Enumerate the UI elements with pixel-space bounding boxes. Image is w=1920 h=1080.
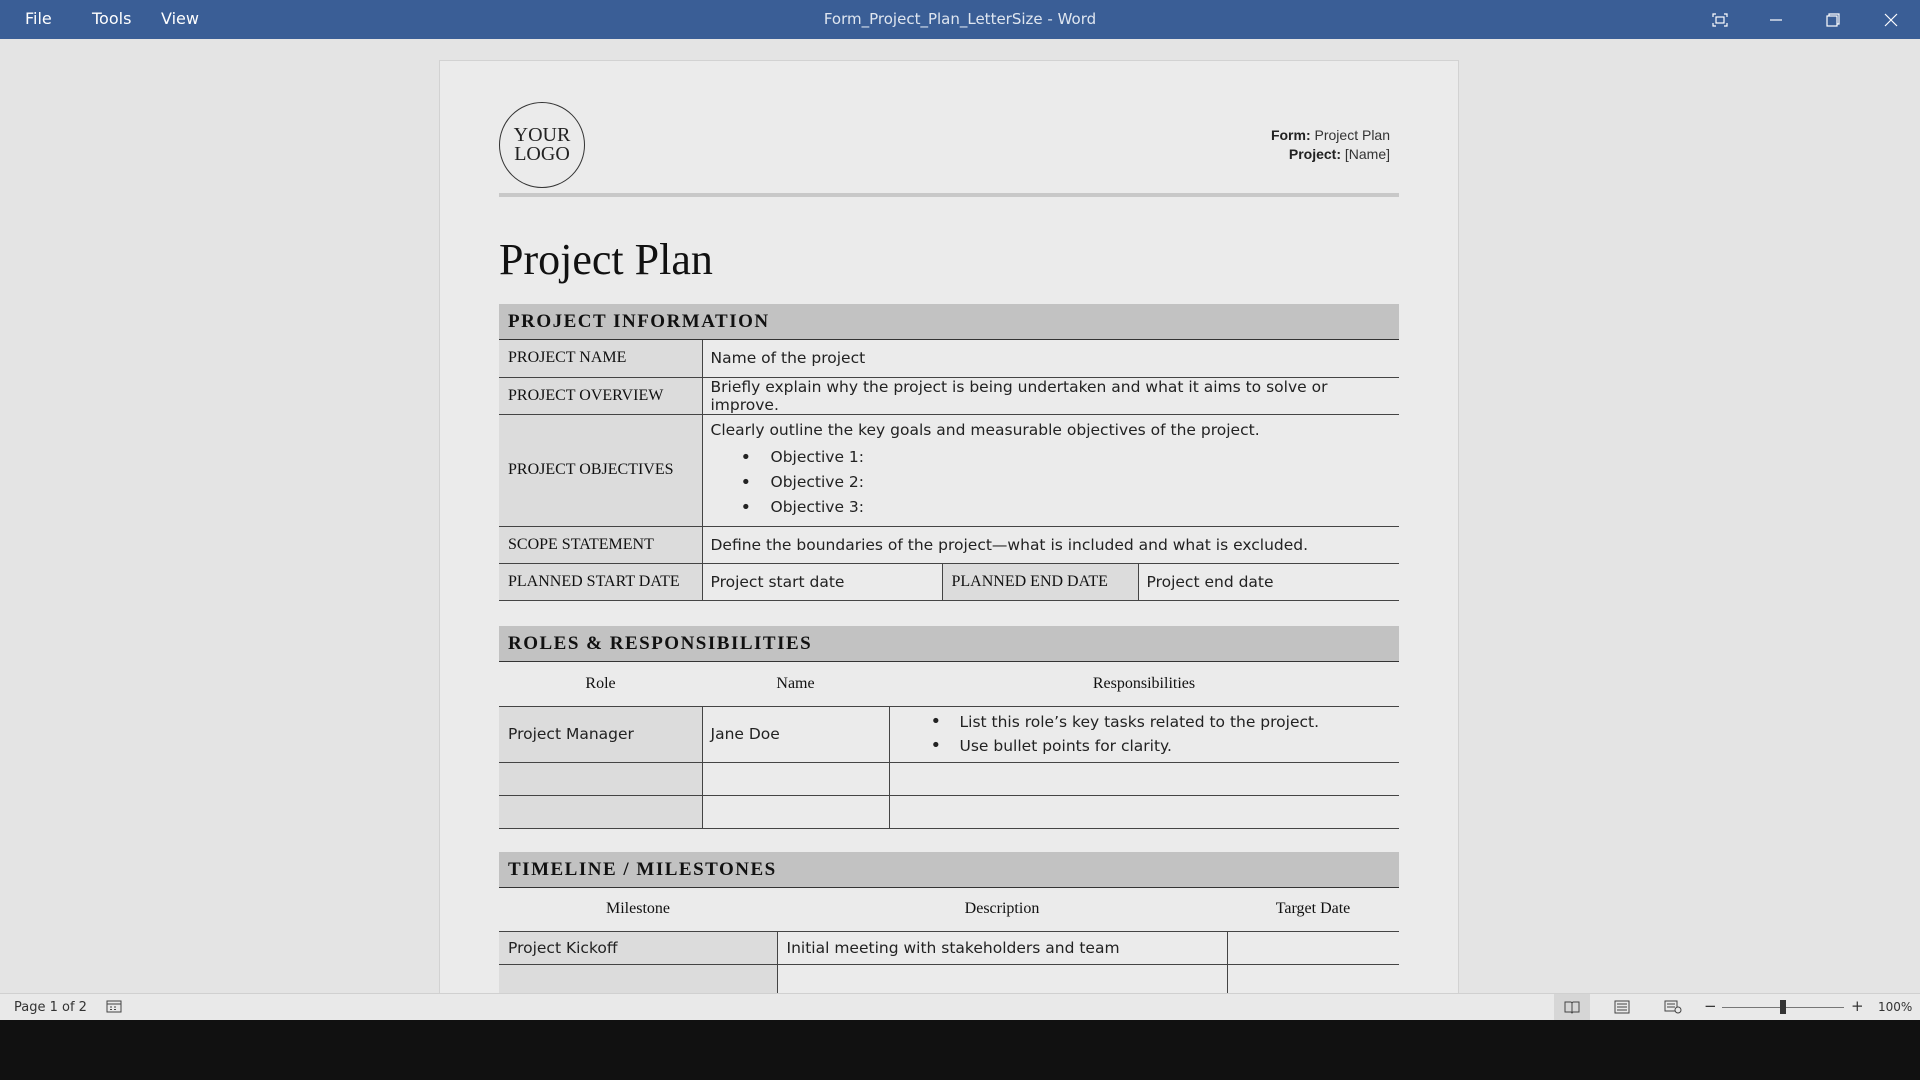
list-item: • Objective 3:	[771, 495, 1392, 520]
project-name-value[interactable]: Name of the project	[702, 340, 1399, 377]
table-row	[499, 762, 1399, 795]
zoom-in-button[interactable]: +	[1851, 997, 1864, 1015]
section-heading-project-information: PROJECT INFORMATION	[499, 304, 1399, 340]
table-header-row	[499, 662, 1399, 706]
name-cell[interactable]	[702, 762, 889, 795]
responsibilities-cell[interactable]	[889, 762, 1399, 795]
read-mode-icon	[1564, 1000, 1581, 1014]
logo-text-line1: YOUR	[513, 124, 571, 146]
target-date-cell[interactable]	[1227, 964, 1399, 993]
proofing-icon	[106, 999, 122, 1014]
table-row	[499, 526, 1399, 563]
table-row	[499, 795, 1399, 828]
name-cell[interactable]	[702, 795, 889, 828]
project-objectives-value[interactable]	[702, 414, 1399, 526]
logo-placeholder	[499, 102, 585, 188]
roles-table	[499, 662, 1399, 829]
page-count[interactable]: Page 1 of 2	[14, 1000, 87, 1015]
milestones-table	[499, 888, 1399, 993]
header-divider	[499, 193, 1399, 197]
restore-icon	[1826, 13, 1840, 27]
description-cell[interactable]: Initial meeting with stakeholders and team	[777, 931, 1227, 964]
zoom-out-button[interactable]: −	[1704, 997, 1717, 1015]
print-layout-button[interactable]	[1614, 1000, 1630, 1018]
planned-start-date-value[interactable]: Project start date	[702, 563, 942, 600]
name-cell[interactable]: Jane Doe	[702, 706, 889, 762]
role-cell[interactable]: Project Manager	[499, 706, 702, 762]
objectives-list	[711, 445, 1392, 520]
logo-text-line2: LOGO	[514, 143, 570, 165]
responsibilities-list	[890, 710, 1400, 758]
column-header-target-date: Target Date	[1227, 888, 1399, 931]
form-label: Form:	[1270, 127, 1311, 143]
proofing-status[interactable]	[106, 999, 122, 1018]
restore-button[interactable]	[1808, 0, 1858, 39]
web-layout-button[interactable]	[1664, 1000, 1682, 1018]
close-button[interactable]	[1866, 0, 1916, 39]
list-item: • Objective 2:	[771, 470, 1392, 495]
column-header-name: Name	[702, 662, 889, 706]
table-row	[499, 964, 1399, 993]
minimize-button[interactable]	[1751, 0, 1801, 39]
role-cell[interactable]	[499, 795, 702, 828]
planned-start-date-label: PLANNED START DATE	[499, 563, 702, 600]
list-item: • Objective 1:	[771, 445, 1392, 470]
project-information-table	[499, 340, 1399, 601]
title-bar	[0, 0, 1920, 39]
table-row	[499, 377, 1399, 414]
project-objectives-label: PROJECT OBJECTIVES	[499, 414, 702, 526]
section-heading-timeline: TIMELINE / MILESTONES	[499, 852, 1399, 888]
document-title: Project Plan	[499, 235, 713, 284]
taskbar-area	[0, 1020, 1920, 1080]
document-workspace[interactable]	[0, 39, 1920, 993]
form-header-info	[1271, 126, 1390, 164]
column-header-role: Role	[499, 662, 702, 706]
project-label: Project:	[1288, 146, 1341, 162]
milestone-cell[interactable]: Project Kickoff	[499, 931, 777, 964]
planned-end-date-label: PLANNED END DATE	[942, 563, 1138, 600]
project-value: [Name]	[1344, 146, 1390, 162]
objectives-intro: Clearly outline the key goals and measurable objectives of the project.	[710, 420, 1260, 439]
column-header-responsibilities: Responsibilities	[889, 662, 1399, 706]
target-date-cell[interactable]	[1227, 931, 1399, 964]
web-layout-icon	[1664, 1000, 1682, 1014]
read-mode-button[interactable]	[1554, 994, 1590, 1020]
window-title: Form_Project_Plan_LetterSize - Word	[823, 10, 1097, 28]
document-page[interactable]	[439, 60, 1459, 993]
project-overview-label: PROJECT OVERVIEW	[499, 377, 702, 414]
description-cell[interactable]	[777, 964, 1227, 993]
role-cell[interactable]	[499, 762, 702, 795]
list-item: • List this role’s key tasks related to the project.	[960, 710, 1400, 734]
minimize-icon	[1769, 13, 1783, 27]
column-header-milestone: Milestone	[499, 888, 777, 931]
table-row	[499, 414, 1399, 526]
project-name-label: PROJECT NAME	[499, 340, 702, 377]
column-header-description: Description	[777, 888, 1227, 931]
milestone-cell[interactable]	[499, 964, 777, 993]
project-overview-value[interactable]: Briefly explain why the project is being undertaken and what it aims to solve or improve.	[702, 377, 1399, 414]
status-bar	[0, 993, 1920, 1020]
focus-mode-button[interactable]	[1695, 0, 1745, 39]
menu-file[interactable]: File	[25, 9, 52, 28]
responsibilities-cell[interactable]	[889, 706, 1399, 762]
print-layout-icon	[1614, 1000, 1630, 1014]
responsibilities-cell[interactable]	[889, 795, 1399, 828]
table-row	[499, 340, 1399, 377]
menu-view[interactable]: View	[161, 9, 199, 28]
table-row	[499, 706, 1399, 762]
table-row	[499, 563, 1399, 600]
table-row	[499, 931, 1399, 964]
planned-end-date-value[interactable]: Project end date	[1138, 563, 1399, 600]
form-value: Project Plan	[1314, 127, 1390, 143]
zoom-slider-thumb[interactable]	[1780, 1000, 1786, 1014]
section-heading-roles: ROLES & RESPONSIBILITIES	[499, 626, 1399, 662]
close-icon	[1884, 13, 1898, 27]
menu-tools[interactable]: Tools	[92, 9, 132, 28]
zoom-level[interactable]: 100%	[1878, 1000, 1913, 1014]
table-header-row	[499, 888, 1399, 931]
scope-statement-label: SCOPE STATEMENT	[499, 526, 702, 563]
list-item: • Use bullet points for clarity.	[960, 734, 1400, 758]
fit-screen-icon	[1712, 13, 1728, 27]
scope-statement-value[interactable]: Define the boundaries of the project—what is included and what is excluded.	[702, 526, 1399, 563]
